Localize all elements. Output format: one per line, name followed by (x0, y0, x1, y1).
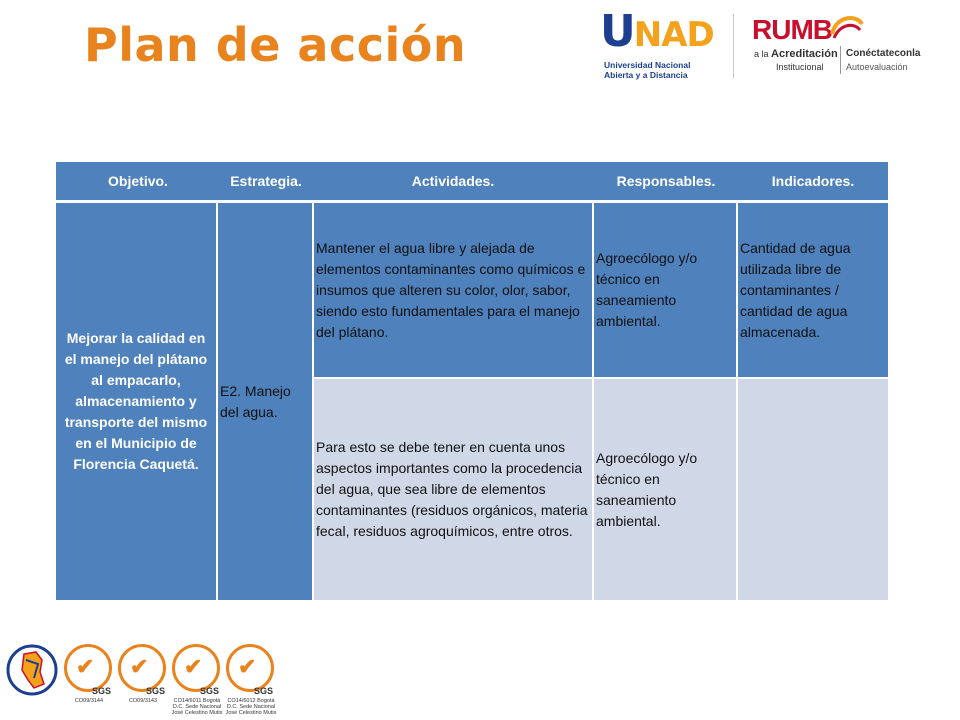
rumbo-logo: RUMB a la Acreditación Institucional Conéctateconla Autoevaluación (752, 14, 921, 72)
indicator-cell-1: Cantidad de agua utilizada libre de contaminantes / cantidad de agua almacenada. (738, 203, 888, 377)
check-icon: ✔ (238, 654, 257, 679)
activity-cell-2: Para esto se debe tener en cuenta unos aspectos importantes como la procedencia del agua, que sea libre de elementos contaminantes (residuos orgánicos, materia fecal, residuos agroquímicos, entre otros. (314, 379, 592, 600)
header-objetivo: Objetivo. (56, 162, 220, 200)
certification-seal-1: ✔ SGS CO09/3144 (62, 640, 116, 714)
check-icon: ✔ (76, 654, 95, 679)
objective-cell: Mejorar la calidad en el manejo del plátano al empacarlo, almacenamiento y transporte del mismo en el Municipio de Florencia Caquetá. (56, 203, 216, 600)
header-indicadores: Indicadores. (738, 162, 888, 200)
header-estrategia: Estrategia. (220, 162, 312, 200)
activity-cell-1: Mantener el agua libre y alejada de elementos contaminantes como químicos e insumos que alteren su color, olor, sabor, siendo esto fundamentales para el manejo del plátano. (314, 203, 592, 377)
certification-seal-3: ✔ SGS CO14/6011 Bogotá D.C. Sede Nacional José Celestino Mutis (170, 640, 224, 714)
colombia-map-seal-icon (6, 640, 58, 700)
unad-logo: UNAD Universidad Nacional Abierta y a Distancia (600, 6, 714, 80)
page-title: Plan de acción (84, 18, 467, 72)
certification-seal-4: ✔ SGS CO14/6012 Bogotá D.C. Sede Nacional José Celestino Mutis (224, 640, 278, 714)
logo-divider (733, 14, 734, 78)
rumbo-swirl-icon (826, 12, 866, 42)
responsible-cell-1: Agroecólogo y/o técnico en saneamiento ambiental. (594, 203, 736, 377)
header-responsables: Responsables. (594, 162, 738, 200)
indicator-cell-2 (738, 379, 888, 600)
strategy-cell: E2. Manejo del agua. (218, 203, 312, 600)
check-icon: ✔ (184, 654, 203, 679)
certification-seal-2: ✔ SGS CO09/3143 (116, 640, 170, 714)
unad-logo-line2: Abierta y a Distancia (604, 70, 688, 80)
header-actividades: Actividades. (312, 162, 594, 200)
responsible-cell-2: Agroecólogo y/o técnico en saneamiento ambiental. (594, 379, 736, 600)
check-icon: ✔ (130, 654, 149, 679)
unad-logo-line1: Universidad Nacional (604, 60, 691, 70)
